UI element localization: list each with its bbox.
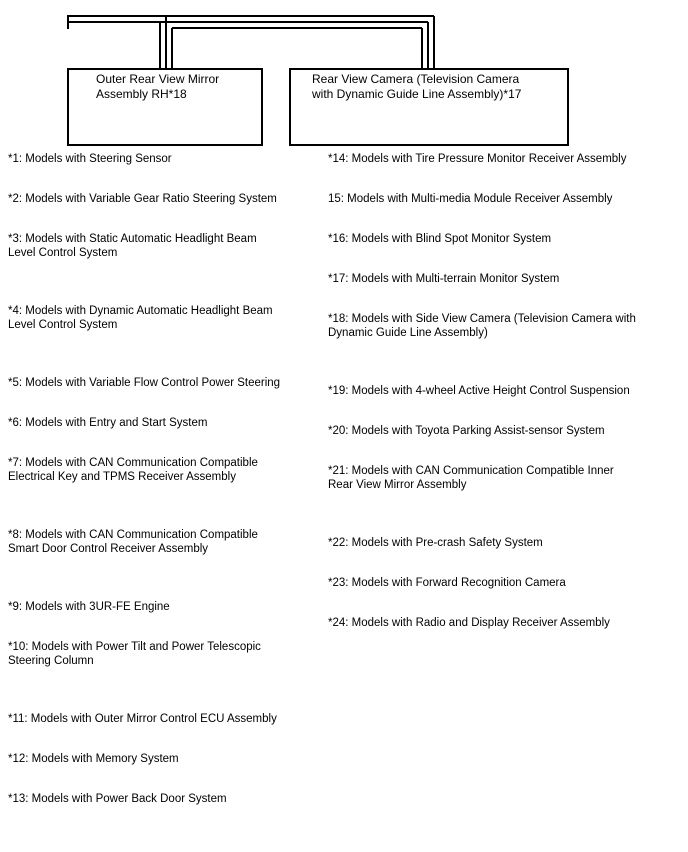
note-19: *19: Models with 4-wheel Active Height Control Suspension bbox=[328, 385, 630, 397]
note-17: *17: Models with Multi-terrain Monitor System bbox=[328, 273, 560, 285]
note-5: *5: Models with Variable Flow Control Power Steering bbox=[8, 377, 281, 389]
note-14: *14: Models with Tire Pressure Monitor Receiver Assembly bbox=[328, 153, 627, 165]
note-22: *22: Models with Pre-crash Safety System bbox=[328, 537, 543, 549]
note-6: *6: Models with Entry and Start System bbox=[8, 417, 208, 429]
note-9: *9: Models with 3UR-FE Engine bbox=[8, 601, 170, 613]
note-11: *11: Models with Outer Mirror Control ECU Assembly bbox=[8, 713, 277, 725]
note-1: *1: Models with Steering Sensor bbox=[8, 153, 172, 165]
note-20: *20: Models with Toyota Parking Assist-sensor System bbox=[328, 425, 605, 437]
note-3: *3: Models with Static Automatic Headlight Beam Level Control System bbox=[8, 233, 257, 259]
note-18: *18: Models with Side View Camera (Television Camera with Dynamic Guide Line Assembly) bbox=[328, 313, 636, 339]
component-label-rh-mirror: Outer Rear View Mirror Assembly RH*18 bbox=[96, 72, 220, 101]
note-24: *24: Models with Radio and Display Receiver Assembly bbox=[328, 617, 610, 629]
note-4: *4: Models with Dynamic Automatic Headlight Beam Level Control System bbox=[8, 305, 273, 331]
note-23: *23: Models with Forward Recognition Camera bbox=[328, 577, 566, 589]
note-21: *21: Models with CAN Communication Compatible Inner Rear View Mirror Assembly bbox=[328, 465, 614, 491]
note-16: *16: Models with Blind Spot Monitor System bbox=[328, 233, 552, 245]
note-12: *12: Models with Memory System bbox=[8, 753, 179, 765]
note-7: *7: Models with CAN Communication Compatible Electrical Key and TPMS Receiver Assembly bbox=[8, 457, 258, 483]
note-2: *2: Models with Variable Gear Ratio Steering System bbox=[8, 193, 277, 205]
note-15: 15: Models with Multi-media Module Receiver Assembly bbox=[328, 193, 613, 205]
note-8: *8: Models with CAN Communication Compatible Smart Door Control Receiver Assembly bbox=[8, 529, 258, 555]
note-13: *13: Models with Power Back Door System bbox=[8, 793, 227, 805]
note-10: *10: Models with Power Tilt and Power Telescopic Steering Column bbox=[8, 641, 261, 667]
component-label-rear-camera: Rear View Camera (Television Camera with Dynamic Guide Line Assembly)*17 bbox=[312, 72, 522, 101]
